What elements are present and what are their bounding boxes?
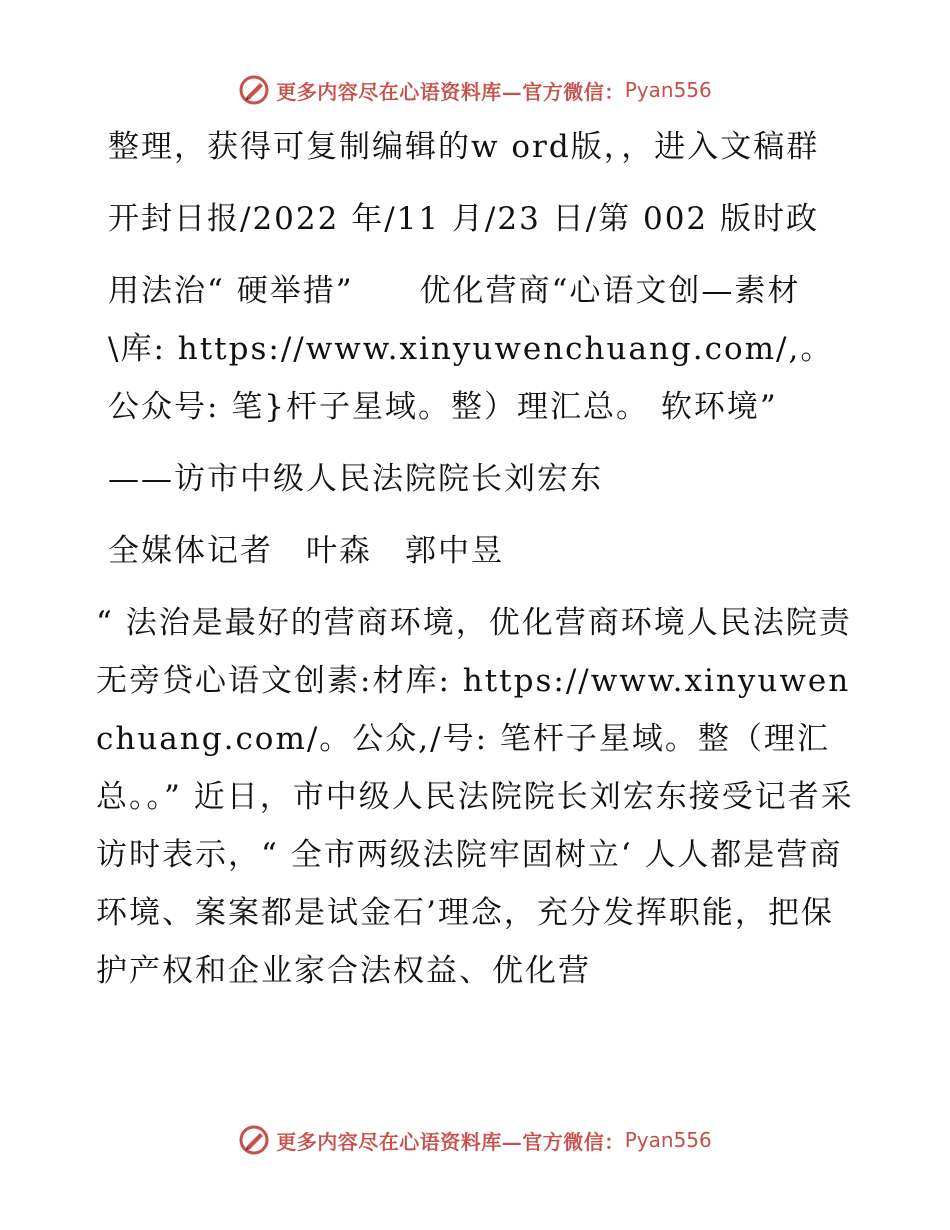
intro-line: 整理，获得可复制编辑的w ord版，，进入文稿群 xyxy=(108,129,820,165)
brand-logo-icon xyxy=(238,74,270,106)
body-paragraph: “ 法治是最好的营商环境，优化营商环境人民法院责无旁贷心语文创素:材库: https://www.xinyuwenchuang.com/。公众,/号: 笔杆子星域。整（理汇总。。” 近日，市中级人民法院院长刘宏东接受记者采访时表示，“ 全市两级法院牢固树立‘ 人人都是营商环境、案案都是试金石’理念，充分发挥职能，把保护产权和企业家合法权益、优化营 xyxy=(96,605,854,989)
watermark-wechat-id: Pyan556 xyxy=(624,78,712,102)
watermark-wechat-id: Pyan556 xyxy=(624,1128,712,1152)
article-subtitle: ——访市中级人民法院院长刘宏东 xyxy=(108,461,603,497)
watermark-text: 更多内容尽在心语资料库—官方微信： xyxy=(276,79,625,104)
byline: 全媒体记者 叶森 郭中昱 xyxy=(108,533,504,569)
watermark-text: 更多内容尽在心语资料库—官方微信： xyxy=(276,1129,625,1154)
article-body xyxy=(96,118,856,1000)
brand-logo-icon xyxy=(238,1124,270,1156)
header-watermark xyxy=(0,70,950,110)
footer-watermark xyxy=(0,1120,950,1160)
article-title: 用法治“ 硬举措” 优化营商“心语文创—素材\库: https://www.xinyuwenchuang.com/,。公众号: 笔}杆子星域。整）理汇总。 软环境” xyxy=(108,273,834,425)
source-line: 开封日报/2022 年/11 月/23 日/第 002 版时政 xyxy=(108,201,820,237)
